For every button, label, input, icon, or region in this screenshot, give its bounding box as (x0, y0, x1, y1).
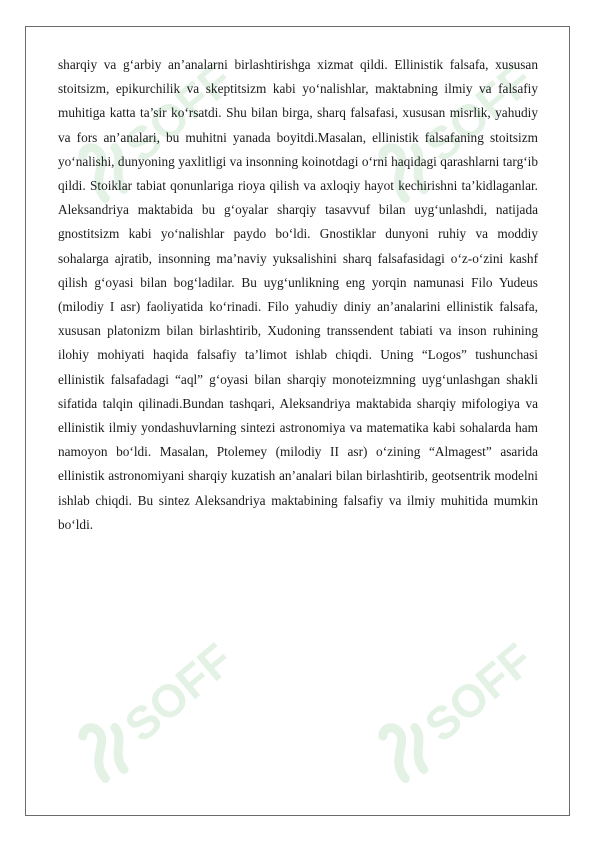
paragraph: sharqiy va g‘arbiy an’analarni birlashtirishga xizmat qildi. Ellinistik falsafa, xususan stoitsizm, epikurchilik va skeptitsizm kabi yo‘nalishlar, maktabning ilmiy va falsafiy muhitiga katta ta’sir ko‘rsatdi. Shu bilan birga, sharq falsafasi, xususan misrlik, yahudiy va fors an’analari, bu muhitni yanada boyitdi.Masalan, ellinistik falsafaning stoitsizm yo‘nalishi, dunyoning yaxlitligi va insonning koinotdagi o‘rni haqidagi qarashlarni targ‘ib qildi. Stoiklar tabiat qonunlariga rioya qilish va axloqiy hayot kechirishni ta’kidlaganlar. Aleksandriya maktabida bu g‘oyalar sharqiy tasavvuf bilan uyg‘unlashdi, natijada gnostitsizm kabi yo‘nalishlar paydo bo‘ldi. Gnostiklar dunyoni ruhiy va moddiy sohalarga ajratib, insonning ma’naviy yuksalishini sharq falsafasidagi o‘z-o‘zini kashf qilish g‘oyasi bilan bog‘ladilar. Bu uyg‘unlikning eng yorqin namunasi Filo Yudeus (milodiy I asr) faoliyatida ko‘rinadi. Filo yahudiy diniy an’analarini ellinistik falsafa, xususan platonizm bilan birlashtirib, Xudoning transsendent tabiati va inson ruhining ilohiy mohiyati haqida falsafiy ta’limot ishlab chiqdi. Uning “Logos” tushunchasi ellinistik falsafadagi “aql” g‘oyasi bilan sharqiy monoteizmning uyg‘unlashgan shakli sifatida talqin qilinadi.Bundan tashqari, Aleksandriya maktabida sharqiy mifologiya va ellinistik ilmiy yondashuvlarning sintezi astronomiya va matematika kabi sohalarda ham namoyon bo‘ldi. Masalan, Ptolemey (milodiy II asr) o‘zining “Almagest” asarida ellinistik astronomiyani sharqiy kuzatish an’analari bilan birlashtirib, geotsentrik modelni ishlab chiqdi. Bu sintez Aleksandriya maktabining falsafiy va ilmiy muhitida mumkin bo‘ldi. (58, 57, 538, 532)
watermark-text: SOFF (114, 53, 243, 172)
watermark-text: SOFF (114, 633, 243, 752)
body-text (58, 53, 538, 537)
watermark-text: SOFF (414, 53, 543, 172)
watermark-text: SOFF (414, 633, 543, 752)
